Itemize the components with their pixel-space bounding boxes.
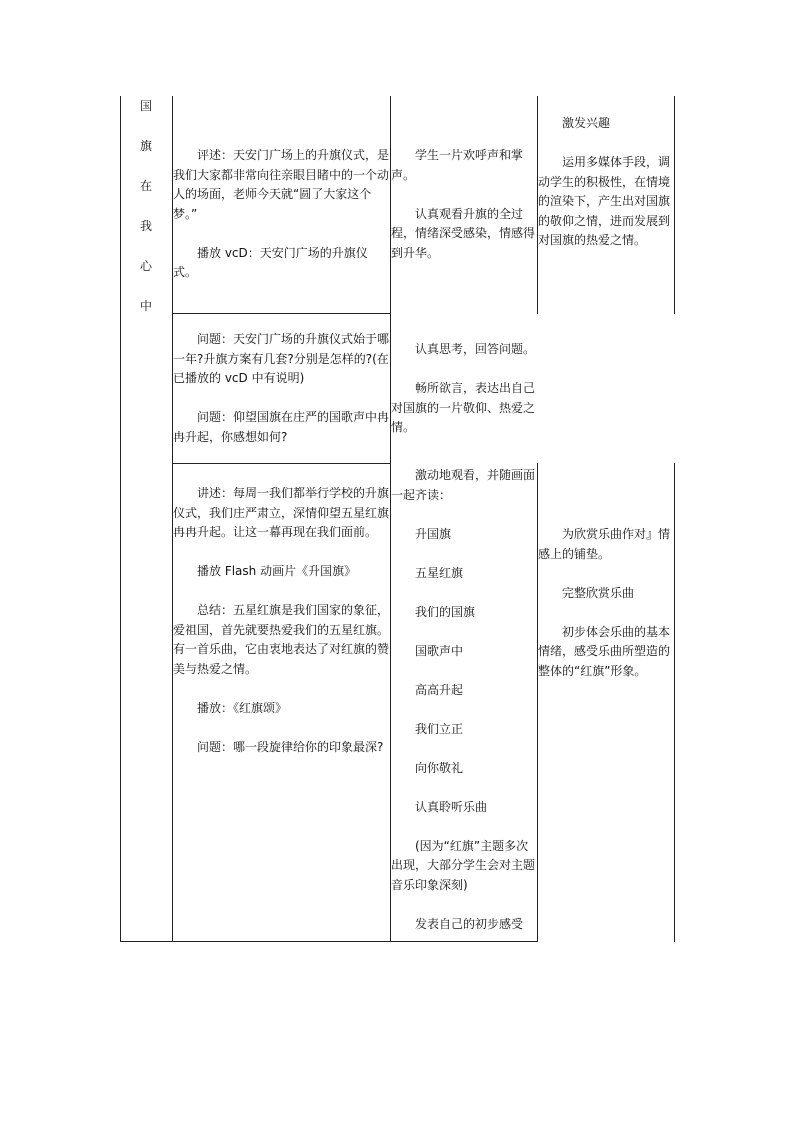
student-paragraph: 发表自己的初步感受: [415, 916, 524, 931]
section-title-char: 心: [139, 259, 152, 273]
table-border-right-top: [674, 96, 675, 314]
student-paragraph: 我们的国旗: [415, 604, 476, 619]
teacher-paragraph: 问题：天安门广场的升旗仪式始于哪一年?升旗方案有几套?分别是怎样的?(在已播放的 vcD 中有说明): [173, 332, 390, 385]
row1-teacher-cell: [173, 146, 389, 283]
row-divider-1: [172, 313, 390, 314]
section-title-char: 我: [139, 219, 152, 233]
intent-paragraph: 激发兴趣: [562, 116, 611, 130]
intent-paragraph: 为欣赏乐曲作对』情感上的铺垫。: [538, 527, 671, 561]
table-border-bottom: [120, 941, 538, 942]
row2-teacher-cell: [173, 330, 389, 447]
teacher-paragraph: 播放：《红旗颂》: [197, 700, 288, 715]
student-paragraph: 五星红旗: [415, 565, 464, 580]
row1-intent-cell: [538, 114, 674, 251]
teacher-paragraph: 总结：五星红旗是我们国家的象征，爱祖国，首先就要热爱我们的五星红旗。有一首乐曲，它由衷地表达了对红旗的赞美与热爱之情。: [173, 603, 390, 676]
student-paragraph: 升国旗: [415, 526, 452, 541]
row3-teacher-cell: [173, 484, 389, 757]
student-paragraph: 畅所欲言，表达出自己对国旗的一片敬仰、热爱之情。: [391, 381, 536, 434]
row3-intent-cell: [538, 525, 674, 681]
section-title-char: 旗: [139, 139, 152, 153]
row-divider-2: [172, 463, 390, 464]
student-paragraph: 认真观看升旗的全过程，情绪深受感染，情感得到升华。: [391, 206, 536, 260]
intent-paragraph: 完整欣赏乐曲: [562, 585, 635, 600]
intent-paragraph: 运用多媒体手段，调动学生的积极性，在情境的渲染下，产生出对国旗的敬仰之情，进而发展到对国旗的热爱之情。: [538, 155, 671, 247]
row1-student-cell: [391, 146, 536, 263]
teacher-paragraph: 问题：哪一段旋律给你的印象最深?: [197, 739, 384, 754]
intent-paragraph: 初步体会乐曲的基本情绪，感受乐曲所塑造的整体的“红旗”形象。: [538, 624, 671, 678]
row2-student-cell: [391, 340, 536, 438]
row3-student-cell: [391, 466, 536, 934]
teacher-paragraph: 评述：天安门广场上的升旗仪式，是我们大家都非常向往亲眼目睹中的一个动人的场面，老师今天就“圆了大家这个梦。”: [173, 148, 390, 221]
student-paragraph: 认真聆听乐曲: [415, 799, 488, 814]
teacher-paragraph: 播放 vcD：天安门广场的升旗仪式。: [173, 245, 368, 279]
teacher-paragraph: 讲述：每周一我们都举行学校的升旗仪式，我们庄严肃立，深情仰望五星红旗冉冉升起。让这一幕再现在我们面前。: [173, 486, 390, 539]
section-title-char: 国: [139, 99, 152, 113]
student-paragraph: 激动地观看，并随画面一起齐读：: [391, 468, 536, 502]
student-paragraph: 学生一片欢呼声和掌声。: [391, 148, 524, 182]
student-paragraph: 我们立正: [415, 721, 464, 736]
student-paragraph: 向你敬礼: [415, 760, 464, 775]
teacher-paragraph: 播放 Flash 动画片《升国旗》: [197, 564, 357, 578]
student-paragraph: 认真思考，回答问题。: [415, 342, 536, 356]
section-title-char: 在: [139, 179, 152, 193]
student-paragraph: 高高升起: [415, 682, 464, 697]
section-title-vertical: [120, 96, 172, 336]
table-border-right-bottom: [674, 463, 675, 942]
student-paragraph: 国歌声中: [415, 643, 464, 658]
section-title-char: 中: [139, 299, 152, 313]
student-paragraph: (因为“红旗”主题多次出现，大部分学生会对主题音乐印象深刻): [391, 838, 536, 892]
teacher-paragraph: 问题：仰望国旗在庄严的国歌声中冉冉升起，你感想如何?: [173, 410, 390, 444]
